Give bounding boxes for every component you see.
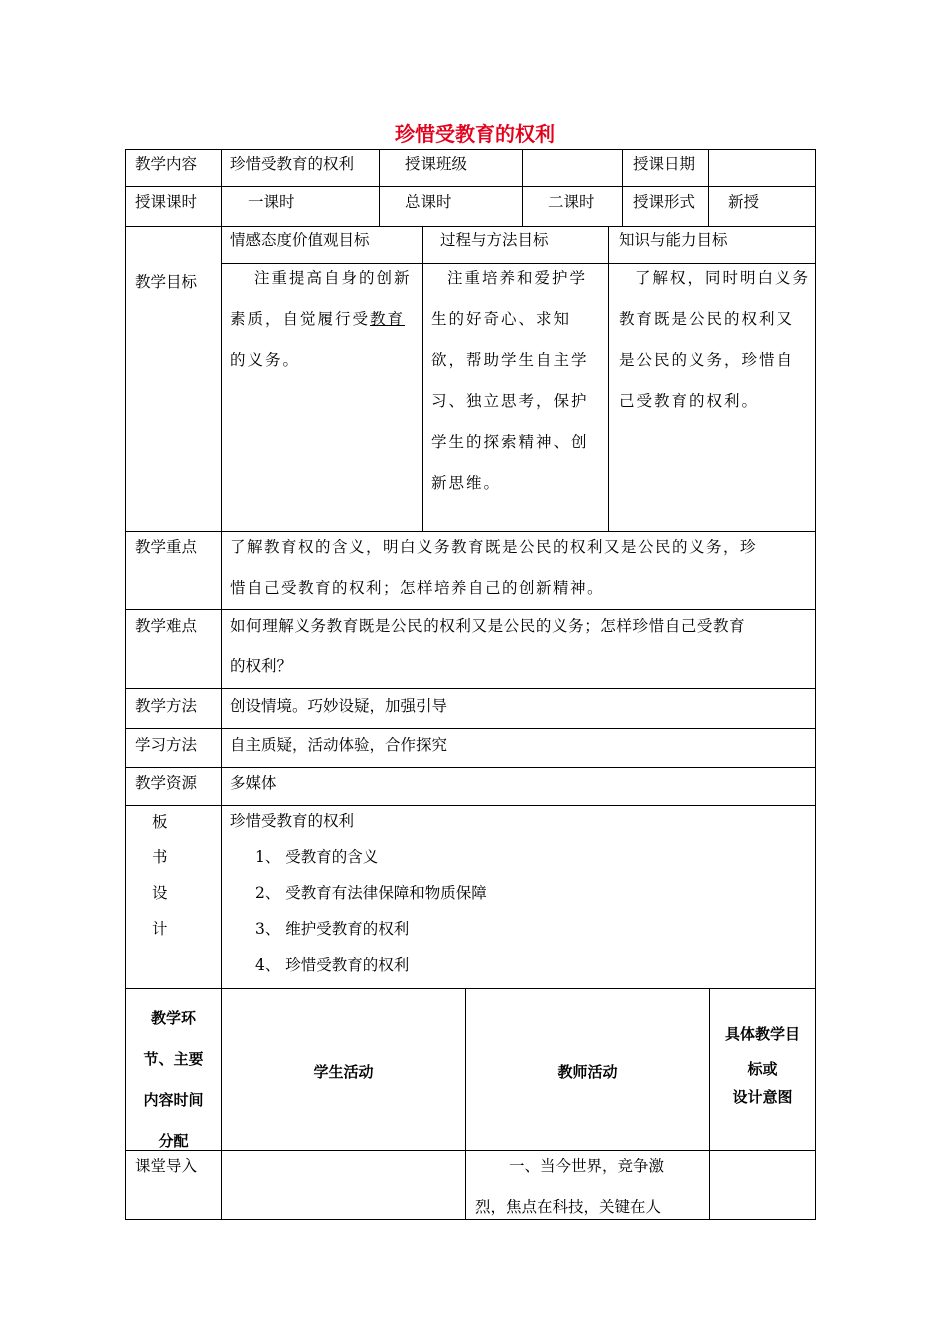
key-points-line2: 惜自己受教育的权利；怎样培养自己的创新精神。 xyxy=(230,579,605,597)
class-label: 授课班级 xyxy=(405,155,468,173)
board-label-char-2: 书 xyxy=(152,848,168,866)
process-header-goal: 具体教学目 标或 设计意图 xyxy=(724,1025,800,1106)
goal-knowledge-text: 了解权，同时明白义务教育既是公民的权利又是公民的义务，珍惜自己受教育的权利。 xyxy=(619,269,811,410)
process-header-stage: 教学环 节、主要 内容时间 分配 xyxy=(143,1009,204,1150)
form-value: 新授 xyxy=(728,193,760,211)
hours-value: 一课时 xyxy=(248,193,295,211)
hours-label: 授课课时 xyxy=(135,193,198,211)
process-header-teacher: 教师活动 xyxy=(557,1063,618,1081)
difficulties-line2: 的权利？ xyxy=(230,657,293,675)
goal-attitude-text: 注重提高自身的创新素质，自觉履行受教育的义务。 xyxy=(230,269,412,369)
difficulties-line1: 如何理解义务教育既是公民的权利又是公民的义务；怎样珍惜自己受教育 xyxy=(230,617,746,635)
board-heading: 珍惜受教育的权利 xyxy=(230,812,355,830)
learning-method-label: 学习方法 xyxy=(135,736,198,754)
resources-label: 教学资源 xyxy=(135,774,198,792)
content-value: 珍惜受教育的权利 xyxy=(230,155,355,173)
form-label: 授课形式 xyxy=(633,193,696,211)
learning-method-value: 自主质疑，活动体验，合作探究 xyxy=(230,736,448,754)
board-item-4: 4、 珍惜受教育的权利 xyxy=(255,956,410,974)
intro-teacher-line2: 烈，焦点在科技，关键在人 xyxy=(475,1198,662,1216)
key-points-line1: 了解教育权的含义，明白义务教育既是公民的权利又是公民的义务，珍 xyxy=(230,538,758,556)
goal-header-process: 过程与方法目标 xyxy=(440,231,549,249)
process-header-student: 学生活动 xyxy=(313,1063,374,1081)
board-item-3: 3、 维护受教育的权利 xyxy=(255,920,410,938)
goal-process-text: 注重培养和爱护学生的好奇心、求知欲，帮助学生自主学习、独立思考，保护学生的探索精神、创新思维。 xyxy=(431,269,589,492)
board-item-1: 1、 受教育的含义 xyxy=(255,848,379,866)
board-label-char-4: 计 xyxy=(152,920,168,938)
board-item-2: 2、 受教育有法律保障和物质保障 xyxy=(255,884,487,902)
date-label: 授课日期 xyxy=(633,155,696,173)
total-hours-value: 二课时 xyxy=(548,193,595,211)
difficulties-label: 教学难点 xyxy=(135,617,198,635)
teaching-method-label: 教学方法 xyxy=(135,697,198,715)
page-title: 珍惜受教育的权利 xyxy=(395,122,555,146)
teaching-method-value: 创设情境。巧妙设疑，加强引导 xyxy=(230,697,448,715)
intro-teacher-line1: 一、当今世界，竞争激 xyxy=(509,1157,665,1175)
key-points-label: 教学重点 xyxy=(135,538,198,556)
total-hours-label: 总课时 xyxy=(405,193,452,211)
goal-header-attitude: 情感态度价值观目标 xyxy=(230,231,370,249)
goal-header-knowledge: 知识与能力目标 xyxy=(619,231,728,249)
board-label-char-1: 板 xyxy=(152,813,168,831)
content-label: 教学内容 xyxy=(135,155,198,173)
goals-label: 教学目标 xyxy=(135,273,198,291)
board-label-char-3: 设 xyxy=(152,884,168,902)
intro-label: 课堂导入 xyxy=(135,1157,198,1175)
resources-value: 多媒体 xyxy=(230,774,277,792)
